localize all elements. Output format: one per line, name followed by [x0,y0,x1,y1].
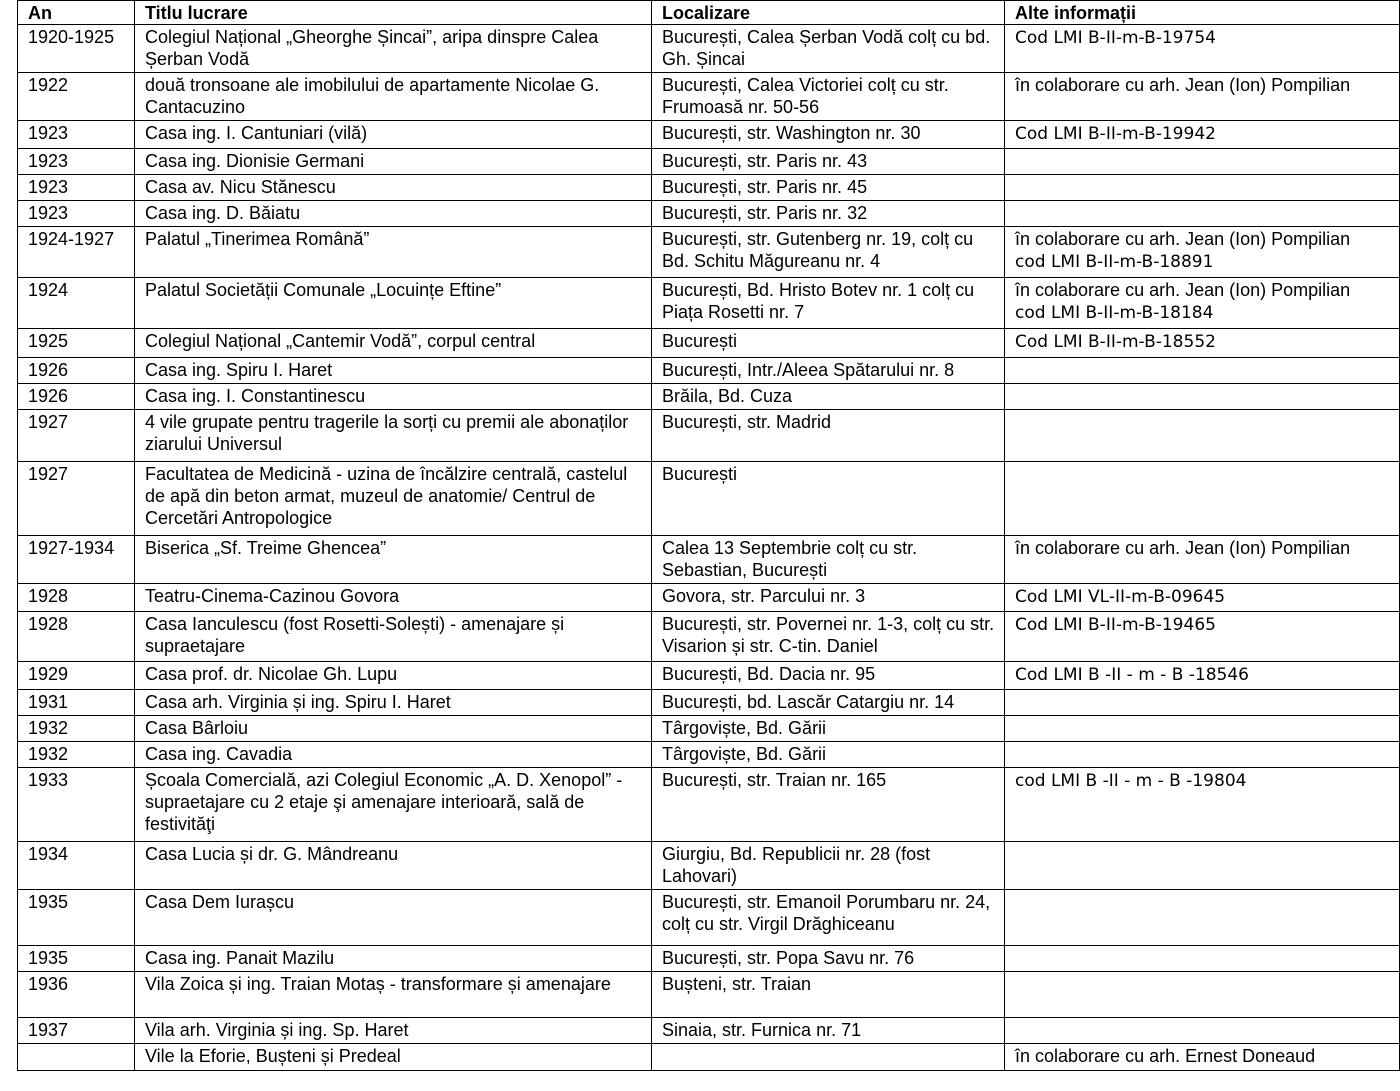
table-row [18,121,1400,149]
cell-titlu: Casa ing. I. Cantuniari (vilă) [135,121,652,149]
cell-localizare: Târgoviște, Bd. Gării [652,716,1005,742]
cell-localizare: Govora, str. Parcului nr. 3 [652,584,1005,612]
alte-line: în colaborare cu arh. Jean (Ion) Pompilian [1015,75,1351,95]
cell-alte-informatii [1005,227,1400,278]
cell-titlu: Casa Lucia și dr. G. Mândreanu [135,842,652,890]
cell-an: 1923 [18,149,135,175]
cell-titlu: Palatul „Tinerimea Română” [135,227,652,278]
cell-titlu: 4 vile grupate pentru tragerile la sorți cu premii ale abonaților ziarului Universul [135,410,652,462]
cell-localizare: București, str. Paris nr. 43 [652,149,1005,175]
cell-localizare: București, Bd. Hristo Botev nr. 1 colț cu Piața Rosetti nr. 7 [652,278,1005,329]
header-row [18,1,1400,25]
table-row [18,946,1400,972]
cell-alte-informatii [1005,25,1400,73]
cell-an: 1924-1927 [18,227,135,278]
table-row [18,584,1400,612]
cell-alte-informatii [1005,462,1400,536]
alte-line: Cod LMI VL-II-m-B-09645 [1015,587,1226,607]
cell-localizare [652,1044,1005,1071]
cell-an: 1923 [18,175,135,201]
cell-localizare: București, str. Povernei nr. 1-3, colț cu str. Visarion și str. C-tin. Daniel [652,612,1005,662]
cell-alte-informatii [1005,278,1400,329]
cell-titlu: Casa Bârloiu [135,716,652,742]
cell-titlu: Vila arh. Virginia și ing. Sp. Haret [135,1018,652,1044]
cell-an: 1926 [18,384,135,410]
table-row [18,972,1400,1018]
cell-localizare: București, Intr./Aleea Spătarului nr. 8 [652,358,1005,384]
cell-an: 1920-1925 [18,25,135,73]
cell-an: 1937 [18,1018,135,1044]
alte-line-2: cod LMI B-II-m-B-18184 [1015,303,1214,323]
alte-line: în colaborare cu arh. Jean (Ion) Pompilian [1015,538,1351,558]
cell-titlu: Biserica „Sf. Treime Ghencea” [135,536,652,584]
cell-an: 1922 [18,73,135,121]
cell-an: 1927 [18,462,135,536]
table-row [18,1044,1400,1071]
cell-titlu: Casa ing. Panait Mazilu [135,946,652,972]
table-row [18,73,1400,121]
cell-localizare: București, Calea Victoriei colț cu str. Frumoasă nr. 50-56 [652,73,1005,121]
cell-an: 1935 [18,890,135,946]
cell-localizare: Giurgiu, Bd. Republicii nr. 28 (fost Lahovari) [652,842,1005,890]
cell-an: 1932 [18,716,135,742]
cell-localizare: București, str. Popa Savu nr. 76 [652,946,1005,972]
table-row [18,612,1400,662]
cell-an: 1924 [18,278,135,329]
alte-line: în colaborare cu arh. Jean (Ion) Pompilian [1015,229,1351,249]
cell-alte-informatii [1005,972,1400,1018]
cell-localizare: București [652,329,1005,358]
cell-an: 1927-1934 [18,536,135,584]
cell-alte-informatii [1005,149,1400,175]
cell-titlu: două tronsoane ale imobilului de apartamente Nicolae G. Cantacuzino [135,73,652,121]
alte-line: în colaborare cu arh. Jean (Ion) Pompilian [1015,280,1351,300]
cell-alte-informatii [1005,946,1400,972]
cell-localizare: București, Bd. Dacia nr. 95 [652,662,1005,690]
cell-an: 1936 [18,972,135,1018]
table-row [18,227,1400,278]
cell-titlu: Școala Comercială, azi Colegiul Economic „A. D. Xenopol” - supraetajare cu 2 etaje şi amenajare interioară, sală de festivităţi [135,768,652,842]
cell-alte-informatii [1005,842,1400,890]
table-row [18,384,1400,410]
table-row [18,690,1400,716]
table-header [18,1,1400,25]
cell-localizare: București [652,462,1005,536]
cell-localizare: București, str. Emanoil Porumbaru nr. 24, colț cu str. Virgil Drăghiceanu [652,890,1005,946]
cell-titlu: Colegiul Național „Cantemir Vodă”, corpul central [135,329,652,358]
cell-alte-informatii [1005,890,1400,946]
table-row [18,25,1400,73]
cell-an: 1927 [18,410,135,462]
table-body [18,25,1400,1071]
cell-titlu: Vila Zoica și ing. Traian Motaș - transformare și amenajare [135,972,652,1018]
cell-titlu: Casa ing. Cavadia [135,742,652,768]
cell-alte-informatii [1005,175,1400,201]
cell-localizare: Brăila, Bd. Cuza [652,384,1005,410]
cell-alte-informatii [1005,384,1400,410]
cell-localizare: București, str. Washington nr. 30 [652,121,1005,149]
cell-alte-informatii [1005,742,1400,768]
cell-alte-informatii [1005,612,1400,662]
cell-titlu: Casa ing. Spiru I. Haret [135,358,652,384]
cell-titlu: Casa ing. D. Băiatu [135,201,652,227]
cell-titlu: Vile la Eforie, Bușteni și Predeal [135,1044,652,1071]
cell-titlu: Casa Dem Iurașcu [135,890,652,946]
table-row [18,842,1400,890]
alte-line: Cod LMI B-II-m-B-19465 [1015,615,1216,635]
cell-an: 1928 [18,612,135,662]
table-row [18,175,1400,201]
cell-alte-informatii [1005,716,1400,742]
cell-localizare: București, str. Traian nr. 165 [652,768,1005,842]
cell-an: 1923 [18,201,135,227]
table-row [18,201,1400,227]
cell-an: 1931 [18,690,135,716]
cell-titlu: Casa Ianculescu (fost Rosetti-Solești) - amenajare și supraetajare [135,612,652,662]
cell-alte-informatii [1005,410,1400,462]
header-an: An [18,1,135,25]
cell-localizare: Bușteni, str. Traian [652,972,1005,1018]
cell-alte-informatii [1005,662,1400,690]
table-row [18,662,1400,690]
cell-titlu: Teatru-Cinema-Cazinou Govora [135,584,652,612]
cell-titlu: Casa prof. dr. Nicolae Gh. Lupu [135,662,652,690]
cell-alte-informatii [1005,121,1400,149]
cell-titlu: Casa arh. Virginia și ing. Spiru I. Haret [135,690,652,716]
cell-titlu: Colegiul Național „Gheorghe Șincai”, aripa dinspre Calea Șerban Vodă [135,25,652,73]
table-row [18,536,1400,584]
table-row [18,462,1400,536]
table-row [18,278,1400,329]
works-table [17,0,1400,1071]
header-titlu: Titlu lucrare [135,1,652,25]
cell-an [18,1044,135,1071]
cell-titlu: Casa ing. I. Constantinescu [135,384,652,410]
table-row [18,149,1400,175]
cell-localizare: Târgoviște, Bd. Gării [652,742,1005,768]
cell-titlu: Palatul Societății Comunale „Locuințe Eftine” [135,278,652,329]
cell-alte-informatii [1005,584,1400,612]
cell-an: 1929 [18,662,135,690]
header-localizare: Localizare [652,1,1005,25]
table-row [18,768,1400,842]
cell-localizare: București, str. Gutenberg nr. 19, colț cu Bd. Schitu Măgureanu nr. 4 [652,227,1005,278]
table-row [18,890,1400,946]
header-alte-informatii: Alte informații [1005,1,1400,25]
cell-alte-informatii [1005,536,1400,584]
table-row [18,716,1400,742]
cell-alte-informatii [1005,1018,1400,1044]
table-row [18,358,1400,384]
cell-titlu: Casa ing. Dionisie Germani [135,149,652,175]
cell-an: 1933 [18,768,135,842]
cell-localizare: București, str. Paris nr. 32 [652,201,1005,227]
cell-an: 1926 [18,358,135,384]
cell-titlu: Casa av. Nicu Stănescu [135,175,652,201]
cell-localizare: București, str. Madrid [652,410,1005,462]
cell-an: 1923 [18,121,135,149]
cell-titlu: Facultatea de Medicină - uzina de încălzire centrală, castelul de apă din beton armat, muzeul de anatomie/ Centrul de Cercetări Antropologice [135,462,652,536]
alte-line: Cod LMI B-II-m-B-18552 [1015,332,1216,352]
cell-an: 1935 [18,946,135,972]
cell-an: 1925 [18,329,135,358]
alte-line-2: cod LMI B-II-m-B-18891 [1015,252,1214,272]
alte-line: Cod LMI B -II - m - B -18546 [1015,665,1249,685]
cell-alte-informatii [1005,201,1400,227]
table-row [18,1018,1400,1044]
table-row [18,410,1400,462]
cell-localizare: Calea 13 Septembrie colț cu str. Sebastian, București [652,536,1005,584]
cell-localizare: București, Calea Șerban Vodă colț cu bd. Gh. Șincai [652,25,1005,73]
cell-alte-informatii [1005,358,1400,384]
table-row [18,329,1400,358]
cell-localizare: Sinaia, str. Furnica nr. 71 [652,1018,1005,1044]
cell-localizare: București, str. Paris nr. 45 [652,175,1005,201]
cell-alte-informatii [1005,768,1400,842]
cell-alte-informatii [1005,329,1400,358]
alte-line: în colaborare cu arh. Ernest Doneaud [1015,1046,1316,1066]
cell-an: 1932 [18,742,135,768]
cell-an: 1934 [18,842,135,890]
alte-line: cod LMI B -II - m - B -19804 [1015,771,1247,791]
alte-line: Cod LMI B-II-m-B-19754 [1015,28,1216,48]
alte-line: Cod LMI B-II-m-B-19942 [1015,124,1216,144]
cell-alte-informatii [1005,1044,1400,1071]
cell-alte-informatii [1005,690,1400,716]
table-row [18,742,1400,768]
cell-alte-informatii [1005,73,1400,121]
cell-localizare: București, bd. Lascăr Catargiu nr. 14 [652,690,1005,716]
cell-an: 1928 [18,584,135,612]
